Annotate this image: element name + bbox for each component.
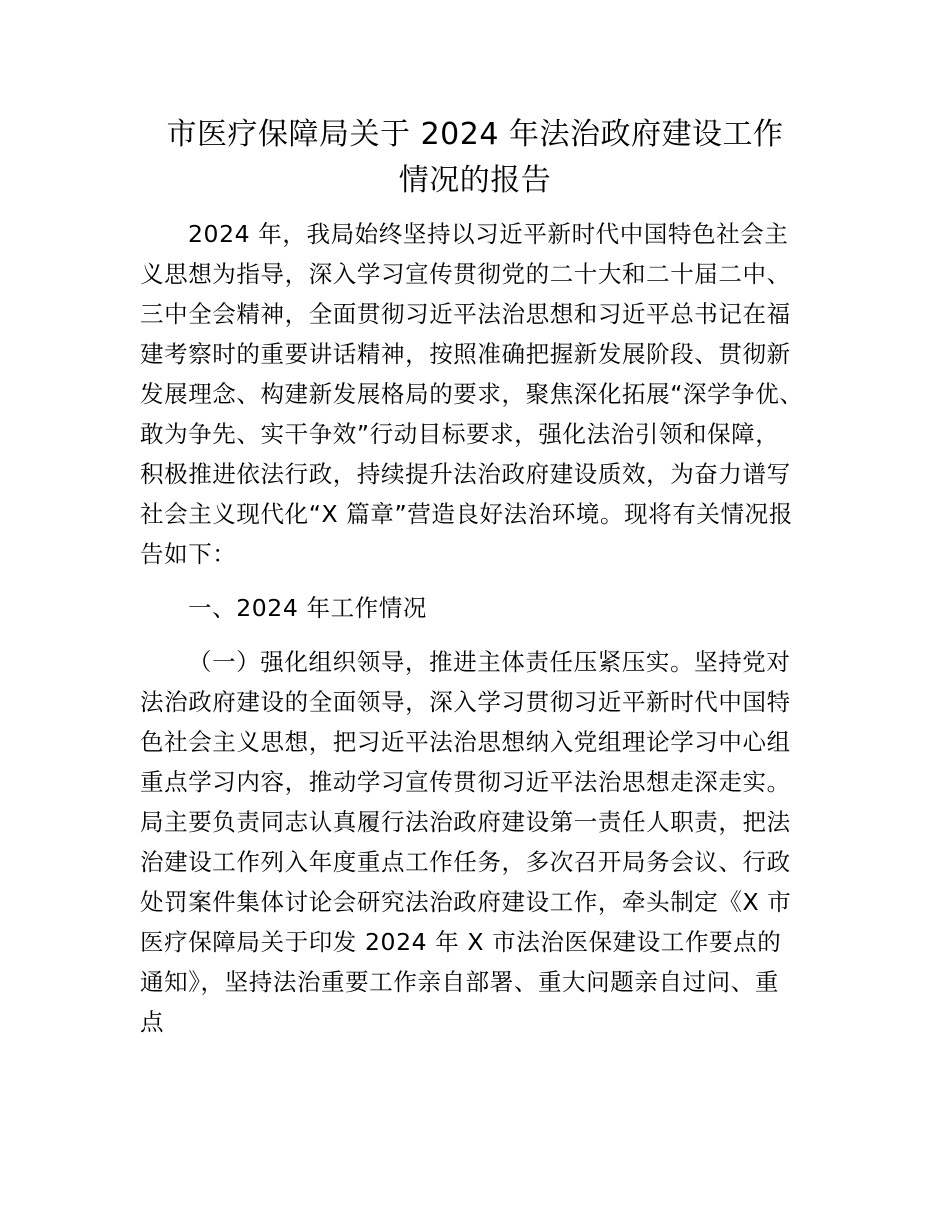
paragraph-line: （一）强化组织领导，推进主体责任压紧压实。坚持党对 [188, 648, 791, 676]
paragraph-line: 告如下： [140, 540, 237, 568]
intro-paragraph [140, 214, 812, 574]
section-heading [140, 588, 812, 628]
paragraph-line: 法治政府建设的全面领导，深入学习贯彻习近平新时代中国特 [140, 688, 791, 716]
paragraph-line: 敢为争先、实干争效”行动目标要求，强化法治引领和保障， [140, 420, 780, 448]
paragraph-line: 局主要负责同志认真履行法治政府建设第一责任人职责，把法 [140, 808, 791, 836]
paragraph-line: 建考察时的重要讲话精神，按照准确把握新发展阶段、贯彻新 [140, 340, 791, 368]
paragraph-line: 医疗保障局关于印发 2024 年 X 市法治医保建设工作要点的 [140, 928, 782, 956]
document-title [140, 112, 810, 204]
paragraph-line: 通知》，坚持法治重要工作亲自部署、重大问题亲自过问、重 [140, 968, 779, 996]
paragraph-line: 点 [140, 1008, 165, 1036]
title-line: 市医疗保障局关于 2024 年法治政府建设工作 [166, 117, 784, 152]
paragraph-line: 三中全会精神，全面贯彻习近平法治思想和习近平总书记在福 [140, 300, 791, 328]
section-paragraph [140, 642, 812, 1042]
paragraph-line: 色社会主义思想，把习近平法治思想纳入党组理论学习中心组 [140, 728, 791, 756]
paragraph-line: 积极推进依法行政，持续提升法治政府建设质效，为奋力谱写 [140, 460, 791, 488]
paragraph-line: 社会主义现代化“X 篇章”营造良好法治环境。现将有关情况报 [140, 500, 793, 528]
paragraph-line: 2024 年，我局始终坚持以习近平新时代中国特色社会主 [188, 220, 789, 248]
section-heading-line: 一、2024 年工作情况 [188, 594, 427, 622]
document-body [140, 214, 812, 1042]
paragraph-line: 义思想为指导，深入学习宣传贯彻党的二十大和二十届二中、 [140, 260, 791, 288]
paragraph-line: 发展理念、构建新发展格局的要求，聚焦深化拓展“深学争优、 [140, 380, 804, 408]
paragraph-line: 处罚案件集体讨论会研究法治政府建设工作，牵头制定《X 市 [140, 888, 792, 916]
paragraph-line: 治建设工作列入年度重点工作任务，多次召开局务会议、行政 [140, 848, 791, 876]
paragraph-line: 重点学习内容，推动学习宣传贯彻习近平法治思想走深走实。 [140, 768, 791, 796]
title-line: 情况的报告 [398, 163, 552, 198]
